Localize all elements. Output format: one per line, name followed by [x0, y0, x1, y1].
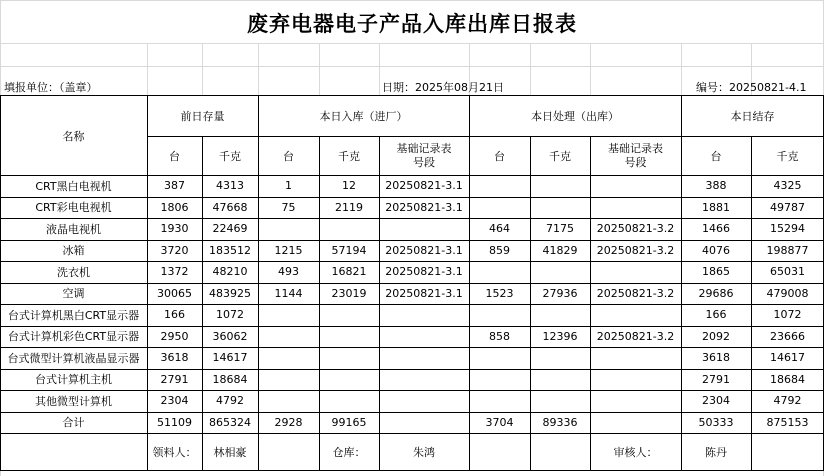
- gridline: [379, 43, 380, 96]
- cell-out-t: 464: [489, 222, 510, 236]
- cell-out-rec: [590, 304, 681, 326]
- cell-name: 空调: [62, 287, 85, 301]
- cell-out-t: [469, 175, 530, 197]
- cell-prev-kg: 48210: [212, 265, 248, 279]
- cell-name: 台式计算机黑白CRT显示器: [7, 308, 140, 322]
- cell-out-kg: [530, 261, 590, 283]
- cell-prev-kg: 22469: [212, 222, 248, 236]
- date-label: 日期：2025年08月21日: [382, 81, 504, 94]
- cell-name: 液晶电视机: [46, 222, 101, 236]
- receiver-label: 领料人：: [152, 446, 197, 459]
- report-title: 废弃电器电子产品入库出库日报表: [247, 11, 577, 36]
- cell-end-t: 2092: [702, 329, 730, 343]
- cell-out-t: [469, 261, 530, 283]
- cell-in-t: [258, 218, 319, 240]
- cell-end-kg: 18684: [770, 372, 805, 386]
- cell-name: 台式计算机主机: [35, 373, 112, 387]
- cell-out-rec: [590, 390, 681, 412]
- cell-in-kg: [319, 369, 379, 391]
- cell-out-kg: 27936: [542, 286, 578, 300]
- unit-label: 填报单位：（盖章）: [4, 81, 98, 94]
- cell-name: CRT彩电电视机: [35, 201, 112, 215]
- header-end-stock: 本日结存: [730, 110, 775, 123]
- cell-out-t: [469, 390, 530, 412]
- cell-in-kg: [319, 347, 379, 369]
- reviewer-label: 审核人：: [613, 446, 658, 459]
- header-out-count: 台: [494, 149, 505, 163]
- cell-in-rec: [379, 218, 469, 240]
- cell-prev-t: 2950: [160, 329, 189, 343]
- cell-prev-kg: 183512: [209, 243, 251, 257]
- cell-in-t: 1: [285, 179, 292, 193]
- gridline: [147, 43, 148, 96]
- cell-prev-kg: 4792: [216, 394, 244, 408]
- cell-out-t: 859: [489, 243, 510, 257]
- header-prev-count: 台: [169, 149, 180, 163]
- header-in-record-line1: 基础记录表: [396, 141, 452, 155]
- cell-end-t: 29686: [698, 286, 734, 300]
- cell-out-rec: [590, 261, 681, 283]
- cell-prev-t: 1806: [160, 200, 189, 214]
- cell-prev-t: 3720: [160, 243, 189, 257]
- cell-prev-t: 2304: [160, 394, 189, 408]
- cell-in-rec: [379, 347, 469, 369]
- cell-in-t: 75: [281, 200, 296, 214]
- cell-out-kg: [530, 347, 590, 369]
- cell-out-t: [469, 304, 530, 326]
- gridline: [0, 0, 824, 1]
- cell-end-kg: 1072: [773, 308, 802, 322]
- cell-in-kg: [319, 326, 379, 348]
- cell-in-t: [258, 326, 319, 348]
- cell-in-kg: 23019: [331, 286, 367, 300]
- cell-prev-t: 1372: [160, 265, 189, 279]
- cell-out-kg: 7175: [546, 222, 574, 236]
- warehouse-name: 朱鸿: [413, 446, 435, 459]
- cell-out-rec: [590, 369, 681, 391]
- cell-out-rec: 20250821-3.2: [596, 286, 675, 300]
- cell-in-kg: [319, 390, 379, 412]
- cell-name: 台式微型计算机液晶显示器: [7, 351, 140, 365]
- warehouse-label: 仓库：: [332, 446, 366, 459]
- cell-in-rec: 20250821-3.1: [385, 243, 463, 257]
- cell-name: 洗衣机: [57, 265, 90, 279]
- cell-end-kg: 23666: [770, 329, 805, 343]
- receiver-name: 林相豪: [213, 446, 247, 459]
- cell-out-t: [469, 347, 530, 369]
- cell-name: 其他微型计算机: [35, 394, 112, 408]
- cell-in-kg: 16821: [331, 265, 367, 279]
- cell-in-kg: [319, 304, 379, 326]
- header-out-today: 本日处理（出库）: [531, 110, 619, 123]
- gridline: [319, 43, 320, 96]
- cell-prev-kg: 47668: [212, 200, 248, 214]
- cell-out-t: 3704: [485, 415, 514, 429]
- header-prev-kg: 千克: [219, 149, 241, 163]
- gridline: [530, 43, 531, 96]
- cell-out-rec: [590, 347, 681, 369]
- cell-out-t: [469, 369, 530, 391]
- cell-end-t: 3618: [702, 351, 730, 365]
- cell-out-kg: [530, 369, 590, 391]
- cell-in-rec: [379, 369, 469, 391]
- gridline: [681, 43, 682, 96]
- reviewer-name: 陈丹: [705, 446, 727, 459]
- cell-end-kg: 875153: [766, 415, 809, 429]
- cell-name: 台式计算机彩色CRT显示器: [7, 330, 140, 344]
- cell-prev-kg: 483925: [209, 286, 251, 300]
- cell-in-t: [258, 369, 319, 391]
- header-end-kg: 千克: [776, 149, 799, 163]
- cell-end-t: 50333: [698, 415, 734, 429]
- cell-out-t: 1523: [485, 286, 514, 300]
- cell-out-rec: [590, 412, 681, 434]
- header-in-record: [379, 136, 469, 175]
- cell-out-rec: 20250821-3.2: [596, 243, 675, 257]
- cell-end-t: 1865: [702, 265, 730, 279]
- cell-in-rec: 20250821-3.1: [385, 286, 463, 300]
- cell-end-kg: 65031: [770, 265, 805, 279]
- cell-end-kg: 15294: [770, 222, 805, 236]
- cell-prev-kg: 18684: [212, 372, 248, 386]
- cell-in-t: 493: [278, 265, 299, 279]
- cell-prev-t: 51109: [157, 415, 192, 429]
- header-out-record-line2: 号段: [624, 155, 647, 169]
- cell-prev-t: 2791: [160, 372, 189, 386]
- cell-out-rec: 20250821-3.2: [596, 329, 675, 343]
- header-in-count: 台: [283, 149, 294, 163]
- cell-in-t: 2928: [274, 415, 303, 429]
- cell-in-rec: [379, 390, 469, 412]
- cell-in-kg: 57194: [331, 243, 367, 257]
- cell-end-kg: 14617: [770, 351, 805, 365]
- border-line: [0, 470, 824, 471]
- header-out-kg: 千克: [549, 149, 571, 163]
- cell-name: 合计: [62, 416, 85, 430]
- header-out-record: [590, 136, 681, 175]
- cell-end-kg: 49787: [770, 200, 805, 214]
- cell-out-kg: [530, 175, 590, 197]
- cell-in-t: 1144: [274, 286, 303, 300]
- cell-out-kg: 89336: [542, 415, 578, 429]
- cell-prev-kg: 1072: [216, 308, 244, 322]
- cell-in-t: [258, 390, 319, 412]
- cell-in-kg: 12: [342, 179, 356, 193]
- gridline: [0, 43, 824, 44]
- header-end-count: 台: [710, 149, 722, 163]
- header-in-kg: 千克: [338, 149, 360, 163]
- cell-in-rec: [379, 326, 469, 348]
- cell-out-kg: [530, 390, 590, 412]
- cell-in-rec: 20250821-3.1: [385, 265, 463, 279]
- cell-in-kg: [319, 218, 379, 240]
- cell-out-kg: [530, 304, 590, 326]
- cell-out-kg: 41829: [542, 243, 578, 257]
- header-in-today: 本日入库（进厂）: [319, 110, 408, 123]
- header-name: 名称: [62, 129, 85, 143]
- cell-prev-kg: 865324: [209, 415, 251, 429]
- number-label: 编号：20250821-4.1: [696, 81, 807, 94]
- cell-prev-t: 166: [164, 308, 185, 322]
- cell-in-t: [258, 304, 319, 326]
- cell-out-rec: [590, 175, 681, 197]
- cell-name: CRT黑白电视机: [35, 179, 112, 193]
- cell-prev-kg: 4313: [216, 179, 244, 193]
- cell-prev-kg: 36062: [212, 329, 248, 343]
- cell-in-kg: 2119: [335, 200, 363, 214]
- cell-end-kg: 479008: [766, 286, 809, 300]
- cell-end-kg: 198877: [766, 243, 809, 257]
- cell-out-kg: [530, 197, 590, 219]
- gridline: [0, 66, 824, 67]
- cell-end-t: 166: [705, 308, 727, 322]
- cell-in-t: [258, 347, 319, 369]
- cell-in-rec: [379, 412, 469, 434]
- cell-end-t: 2304: [702, 394, 730, 408]
- cell-name: 冰箱: [62, 244, 85, 258]
- cell-end-t: 4076: [702, 243, 730, 257]
- cell-in-rec: 20250821-3.1: [385, 200, 463, 214]
- header-in-record-line2: 号段: [413, 155, 435, 169]
- gridline: [590, 43, 591, 96]
- cell-in-rec: [379, 304, 469, 326]
- cell-in-t: 1215: [274, 243, 303, 257]
- header-prev-stock: 前日存量: [180, 110, 225, 123]
- cell-end-t: 2791: [702, 372, 730, 386]
- cell-prev-t: 1930: [160, 222, 189, 236]
- gridline: [258, 43, 259, 96]
- cell-prev-t: 3618: [160, 351, 189, 365]
- cell-out-rec: [590, 197, 681, 219]
- cell-out-t: [469, 197, 530, 219]
- cell-out-rec: 20250821-3.2: [596, 222, 675, 236]
- cell-in-kg: 99165: [331, 415, 367, 429]
- cell-end-t: 1466: [702, 222, 730, 236]
- cell-end-t: 1881: [702, 200, 730, 214]
- cell-prev-kg: 14617: [212, 351, 248, 365]
- cell-in-rec: 20250821-3.1: [385, 179, 463, 193]
- cell-end-kg: 4792: [773, 394, 802, 408]
- cell-out-t: 858: [489, 329, 510, 343]
- cell-prev-t: 387: [164, 179, 185, 193]
- cell-end-kg: 4325: [773, 179, 802, 193]
- cell-out-kg: 12396: [542, 329, 578, 343]
- cell-prev-t: 30065: [157, 286, 192, 300]
- header-out-record-line1: 基础记录表: [608, 141, 663, 155]
- cell-end-t: 388: [705, 179, 727, 193]
- gridline: [202, 43, 203, 96]
